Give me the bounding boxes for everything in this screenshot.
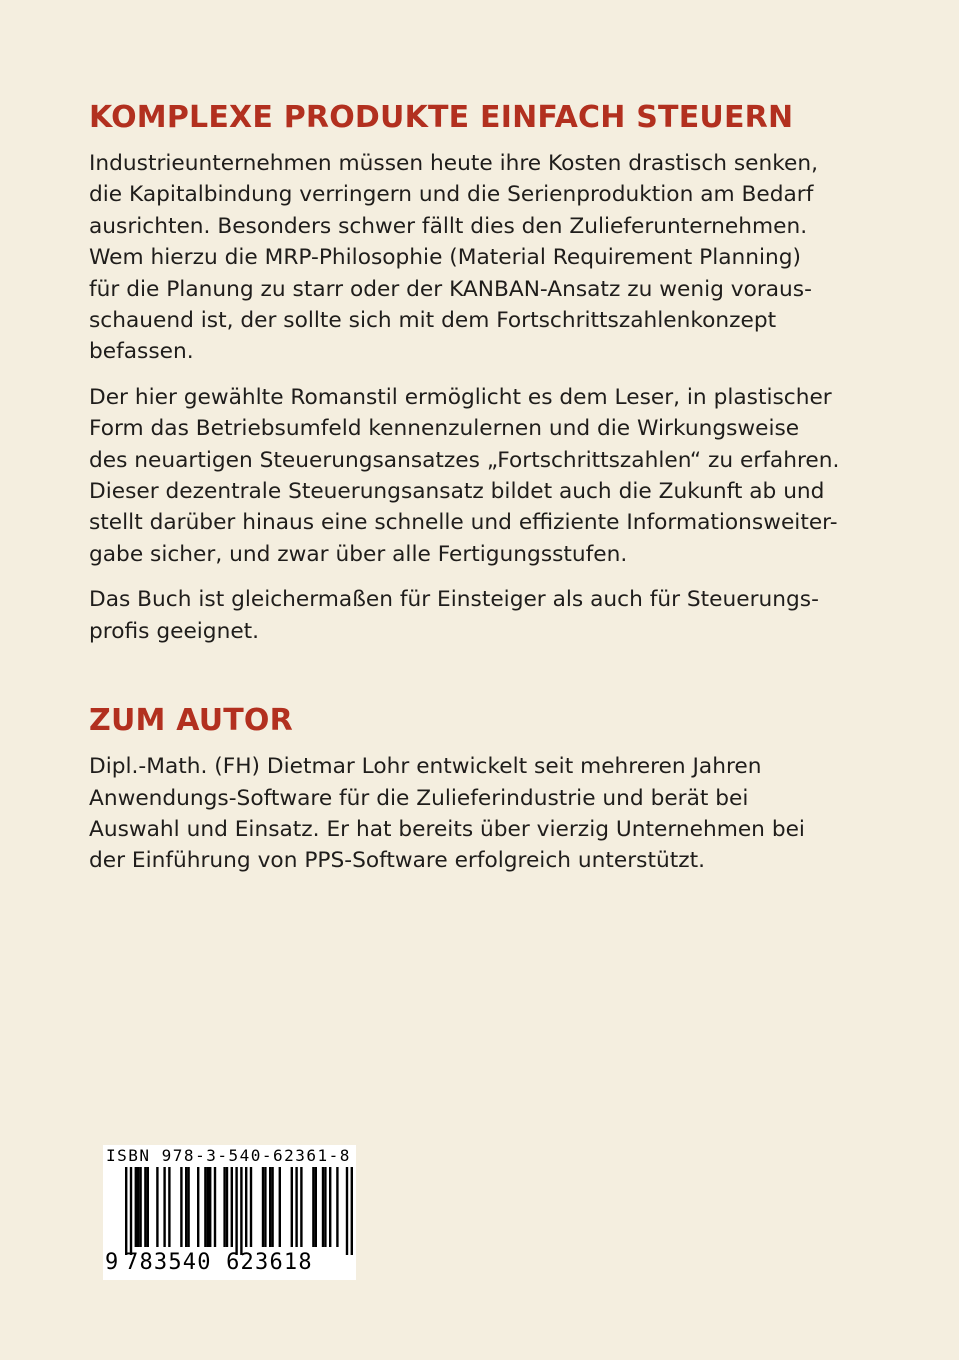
barcode-bar (137, 1167, 139, 1247)
barcode-bar (245, 1167, 247, 1247)
barcode-bar (269, 1167, 271, 1247)
barcode-bar (197, 1167, 199, 1247)
barcode-bar (214, 1167, 216, 1247)
heading-products: KOMPLEXE PRODUKTE EINFACH STEUERN (89, 100, 794, 135)
barcode-bar (168, 1167, 170, 1247)
paragraph-intro: Industrieunternehmen müssen heute ihre Kosten drastisch senken, die Kapitalbindung verringern und die Serienproduktion am Bedarf ausrichten. Besonders schwer fällt dies den Zulieferunternehmen. Wem hierzu die MRP-Philosophie (Material Requirement Planning) für die Planung zu starr oder der KANBAN-Ansatz zu wenig voraus- schauend ist, der sollte sich mit dem Fortschrittszahlenkonzept befassen. (89, 151, 819, 365)
barcode-bar (204, 1167, 206, 1247)
barcode-bar (322, 1167, 324, 1247)
barcode-bar (262, 1167, 264, 1247)
barcode-bar (223, 1167, 225, 1247)
barcode-bar (147, 1167, 149, 1247)
barcode-bar (295, 1167, 297, 1247)
barcode-bar (312, 1167, 314, 1247)
barcode-bar (346, 1167, 348, 1255)
barcode-bars (103, 1167, 356, 1255)
barcode-bar (180, 1167, 182, 1247)
ean-digits: 783540 623618 (125, 1250, 313, 1275)
barcode-bar (207, 1167, 209, 1247)
barcode-bar (351, 1167, 353, 1255)
barcode-bar (139, 1167, 141, 1247)
barcode-bar (264, 1167, 266, 1247)
barcode-bar (279, 1167, 281, 1247)
barcode-bar (291, 1167, 293, 1247)
ean-first-digit: 9 (105, 1250, 119, 1275)
barcode-bar (235, 1167, 237, 1255)
barcode-bar (336, 1167, 338, 1247)
barcode-bar (135, 1167, 137, 1247)
barcode-bar (144, 1167, 146, 1247)
isbn-barcode (103, 1145, 356, 1280)
barcode-bar (329, 1167, 331, 1247)
barcode-bar (324, 1167, 326, 1247)
barcode-bar (185, 1167, 187, 1247)
barcode-bar (156, 1167, 158, 1247)
barcode-bar (231, 1167, 233, 1247)
paragraph-style: Der hier gewählte Romanstil ermöglicht es dem Leser, in plastischer Form das Betriebsumfeld kennenzulernen und die Wirkungsweise des neuartigen Steuerungsansatzes „Fortschrittszahlen“ zu erfahren. Dieser dezentrale Steuerungsansatz bildet auch die Zukunft ab und stellt darüber hinaus eine schnelle und effiziente Informationsweiter- gabe sicher, und zwar über alle Fertigungsstufen. (89, 384, 840, 567)
barcode-bar (187, 1167, 189, 1247)
barcode-bar (300, 1167, 302, 1247)
paragraph-author: Dipl.-Math. (FH) Dietmar Lohr entwickelt seit mehreren Jahren Anwendungs-Software für die Zulieferindustrie und berät bei Auswahl und Einsatz. Er hat bereits über vierzig Unternehmen bei der Einführung von PPS-Software erfolgreich unterstützt. (89, 754, 805, 874)
barcode-bar (240, 1167, 242, 1255)
barcode-bar (130, 1167, 132, 1255)
barcode-bar (125, 1167, 127, 1255)
barcode-bar (209, 1167, 211, 1247)
isbn-label: ISBN 978-3-540-62361-8 (106, 1146, 351, 1165)
barcode-bar (271, 1167, 273, 1247)
heading-author: ZUM AUTOR (89, 703, 293, 739)
barcode-bar (226, 1167, 228, 1247)
barcode-bar (250, 1167, 252, 1247)
back-cover-text (89, 98, 889, 891)
barcode-bar (315, 1167, 317, 1247)
section-spacer (89, 661, 889, 701)
paragraph-audience: Das Buch ist gleichermaßen für Einsteiger als auch für Steuerungs- profis geeignet. (89, 587, 819, 644)
barcode-bar (163, 1167, 165, 1247)
